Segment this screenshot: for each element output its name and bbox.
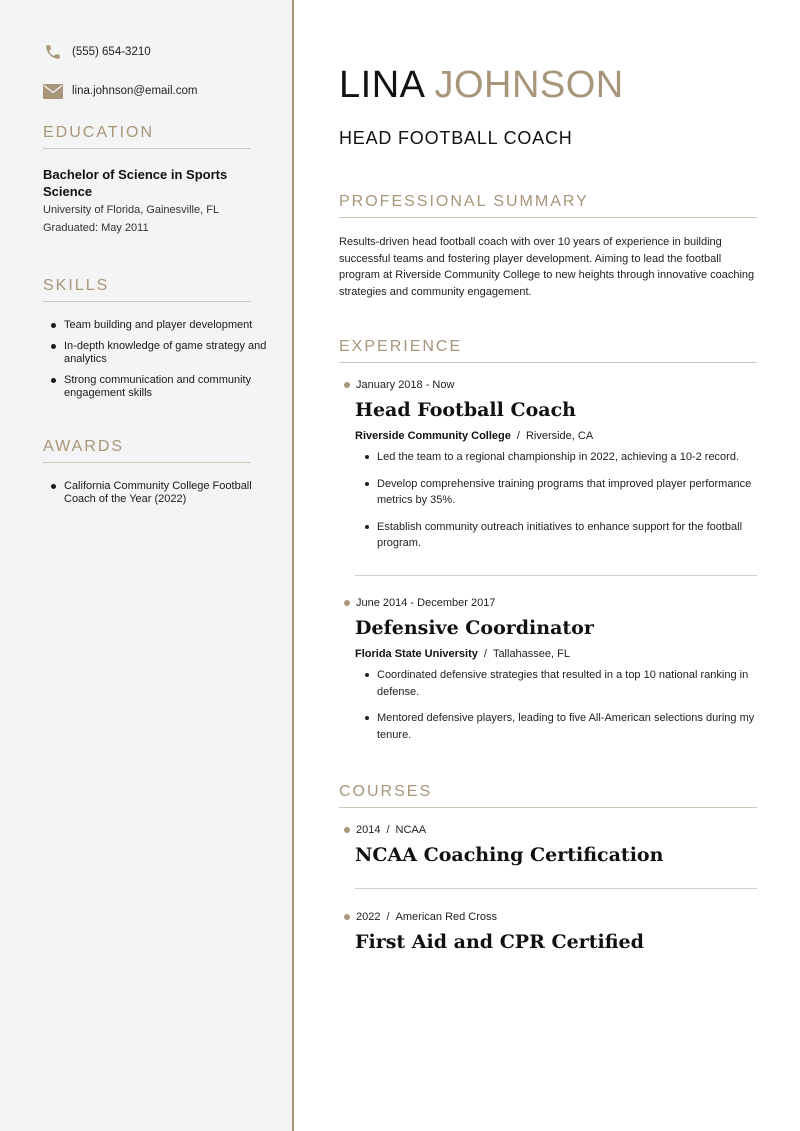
list-item: Develop comprehensive training programs that improved player performance metrics by 35%. [355, 476, 771, 509]
education-graduated: Graduated: May 2011 [43, 222, 149, 234]
job-role: HEAD FOOTBALL COACH [339, 128, 573, 148]
list-item: Establish community outreach initiatives to enhance support for the football program. [355, 519, 771, 552]
first-name: LINA [339, 64, 424, 106]
phone-number[interactable]: (555) 654-3210 [72, 46, 151, 58]
section-divider [355, 575, 757, 576]
candidate-name [339, 64, 624, 107]
contact-email [43, 83, 197, 99]
list-item: In-depth knowledge of game strategy and analytics [43, 340, 268, 366]
job-dates: June 2014 - December 2017 [344, 597, 495, 609]
course-title: NCAA Coaching Certification [355, 844, 664, 866]
job-bullets [355, 667, 771, 753]
sidebar [0, 0, 294, 1131]
employer-location: Tallahassee, FL [492, 648, 570, 660]
education-degree: Bachelor of Science in Sports Science [43, 167, 228, 199]
courses-heading: COURSES [339, 783, 757, 808]
education-school: University of Florida, Gainesville, FL [43, 204, 220, 216]
list-item: Coordinated defensive strategies that resulted in a top 10 national ranking in defense. [355, 667, 771, 700]
course-meta: 2022 / American Red Cross [344, 911, 497, 923]
course-title: First Aid and CPR Certified [355, 931, 644, 953]
employer-name: Riverside Community College [355, 430, 511, 442]
contact-phone [43, 44, 151, 60]
job-title: Head Football Coach [355, 399, 576, 421]
course-meta: 2014 / NCAA [344, 824, 426, 836]
list-item: California Community College Football Coach of the Year (2022) [43, 480, 268, 506]
job-org: Florida State University / Tallahassee, FL [355, 648, 570, 660]
list-item: Mentored defensive players, leading to five All-American selections during my tenure. [355, 710, 771, 743]
job-bullets [355, 449, 771, 562]
timeline-dot [344, 914, 350, 920]
skills-list [43, 319, 268, 408]
timeline-dot [344, 382, 350, 388]
job-title: Defensive Coordinator [355, 617, 594, 639]
list-item: Team building and player development [43, 319, 268, 332]
summary-text: Results-driven head football coach with over 10 years of experience in building successful teams and fostering player development. Aiming to lead the football program at Riverside Community College to new heights through innovative coaching strategies and community engagement. [339, 236, 755, 298]
section-divider [355, 888, 757, 889]
phone-icon [43, 44, 63, 60]
job-org: Riverside Community College / Riverside, CA [355, 430, 594, 442]
envelope-icon [43, 83, 63, 99]
education-heading: EDUCATION [43, 124, 251, 149]
employer-name: Florida State University [355, 648, 478, 660]
employer-location: Riverside, CA [525, 430, 594, 442]
awards-list [43, 480, 268, 514]
last-name: JOHNSON [434, 64, 624, 106]
timeline-dot [344, 600, 350, 606]
list-item: Led the team to a regional championship in 2022, achieving a 10-2 record. [355, 449, 771, 466]
list-item: Strong communication and community engagement skills [43, 374, 268, 400]
skills-heading: SKILLS [43, 277, 251, 302]
job-dates: January 2018 - Now [344, 379, 454, 391]
timeline-dot [344, 827, 350, 833]
summary-heading: PROFESSIONAL SUMMARY [339, 193, 757, 218]
awards-heading: AWARDS [43, 438, 251, 463]
email-address[interactable]: lina.johnson@email.com [72, 85, 198, 97]
experience-heading: EXPERIENCE [339, 338, 757, 363]
